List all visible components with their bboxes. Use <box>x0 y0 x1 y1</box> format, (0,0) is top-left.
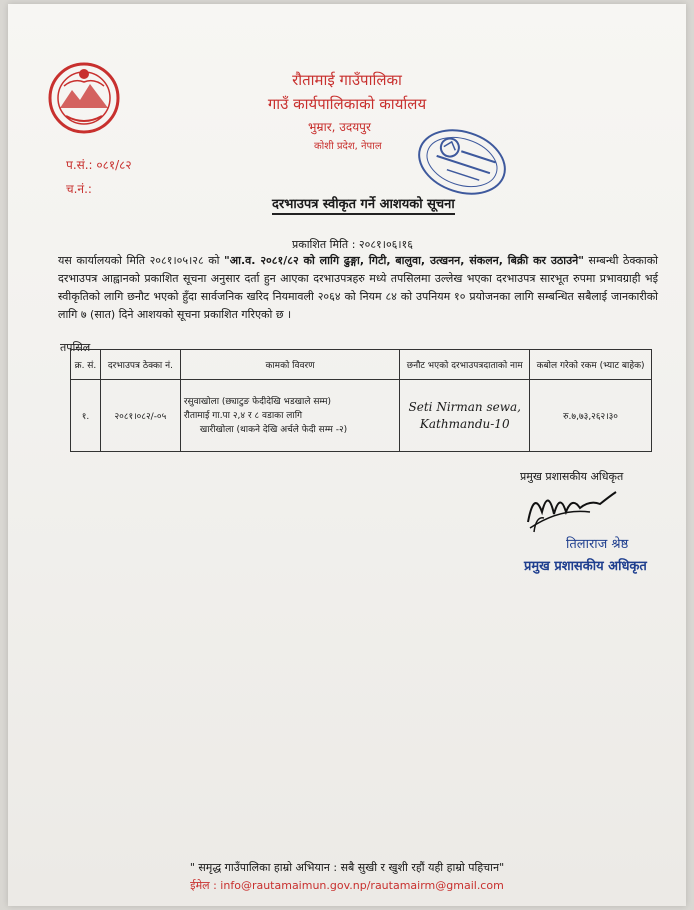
office-location: भुम्रार, उदयपुर <box>308 120 371 134</box>
header-bid-amount: कबोल गरेको रकम (भ्याट बाहेक) <box>530 350 652 380</box>
cell-contract-no: २०८१।०८२/-०५ <box>100 380 180 452</box>
notice-body <box>58 252 658 324</box>
notice-body-part1: यस कार्यालयको मिति २०८१।०५।२८ को <box>58 254 225 267</box>
cell-selected-bidder: Seti Nirman sewa, Kathmandu-10 <box>400 380 530 452</box>
notice-body-bold: "आ.व. २०८१/८२ को लागि ढुङ्गा, गिटी, बालुवा, उत्खनन, संकलन, बिक्री कर उठाउने" <box>224 254 585 267</box>
document-page <box>8 4 686 906</box>
header-sn: क्र. सं. <box>71 350 101 380</box>
office-province: कोशी प्रदेश, नेपाल <box>314 141 382 152</box>
cell-bid-amount: रु.७,७३,२६२।३० <box>530 380 652 452</box>
footer-slogan: " समृद्ध गाउँपालिका हाम्रो अभियान : सबै सुखी र खुशी रहौं यही हाम्रो पहिचान" <box>189 861 505 874</box>
office-name: गाउँ कार्यपालिकाको कार्यालय <box>267 95 427 113</box>
bid-table <box>70 349 652 452</box>
fiscal-year-ref: प.सं.: ०८१/८२ <box>66 158 132 172</box>
handwritten-signature-icon <box>520 482 620 538</box>
cell-work-details <box>180 380 400 452</box>
notice-title: दरभाउपत्र स्वीकृत गर्ने आशयको सूचना <box>272 194 455 215</box>
dispatch-number: च.नं.: <box>66 182 92 196</box>
header-contract-no: दरभाउपत्र ठेक्का नं. <box>100 350 180 380</box>
work-line-3: खारीखोला (थाकने देखि अर्चले फेदी सम्म -२) <box>199 424 348 435</box>
work-line-1: रसुवाखोला (छ्याटुङ फेदीदेखि भडखाले सम्म) <box>183 396 331 407</box>
office-seal-icon <box>412 122 512 202</box>
signatory-designation: प्रमुख प्रशासकीय अधिकृत <box>524 559 647 574</box>
work-line-2: रौतामाई गा.पा २,४ र ८ वडाका लागि <box>183 410 303 421</box>
footer-email: ईमेल : info@rautamaimun.gov.np/rautamairm@gmail.com <box>190 879 504 892</box>
table-row <box>71 380 652 452</box>
tapasil-label: तपसिल <box>60 341 91 354</box>
header-selected-bidder: छनौट भएको दरभाउपत्रदाताको नाम <box>400 350 530 380</box>
municipality-name: रौतामाई गाउँपालिका <box>292 71 402 89</box>
signatory-name: तिलाराज श्रेष्ठ <box>566 537 629 552</box>
table-header-row <box>71 350 652 380</box>
signatory-title: प्रमुख प्रशासकीय अधिकृत <box>520 470 624 483</box>
header-work-details: कामको विवरण <box>180 350 400 380</box>
notice-body-part2: सम्बन्धी ठेक्काको दरभाउपत्र आह्वानको प्रकाशित सूचना अनुसार दर्ता हुन आएका दरभाउपत्रहरु मध्ये तपसिलमा उल्लेख भएका दरभाउपत्र सारभूत रुपमा प्रभावग्राही भई स्वीकृतिको लागि छनौट भएको हुँदा सार्वजनिक खरिद नियमावली २०६४ को नियम ८४ को उपनियम १० प्रयोजनका लागि सम्बन्धित सबैलाई जानकारीको लागि ७ (सात) दिने आशयको सूचना प्रकाशित गरिएको छ । <box>58 254 658 321</box>
cell-sn: १. <box>71 380 101 452</box>
published-date: प्रकाशित मिति : २०८१।०६।१६ <box>292 238 413 251</box>
